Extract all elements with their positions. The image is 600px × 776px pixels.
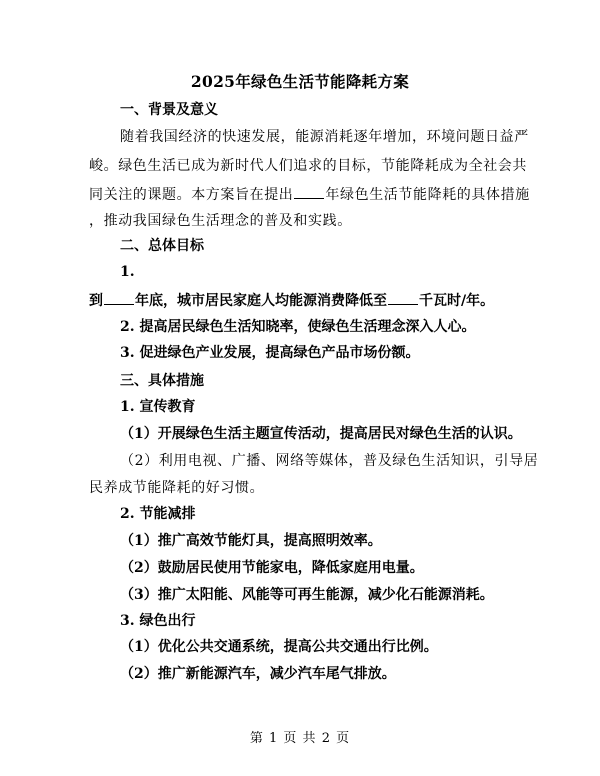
paragraph-text: 年绿色生活节能降耗的具体措施 xyxy=(325,187,530,203)
list-item: 2. 提高居民绿色生活知晓率，使绿色生活理念深入人心。 xyxy=(120,319,476,335)
list-item: 3. 促进绿色产业发展，提高绿色产品市场份额。 xyxy=(120,345,420,361)
list-item xyxy=(89,290,494,311)
paragraph-line: 峻。绿色生活已成为新时代人们追求的目标，节能降耗成为全社会共 xyxy=(89,158,527,174)
paragraph-line: ，推动我国绿色生活理念的普及和实践。 xyxy=(89,213,352,229)
list-item-number: 1. xyxy=(120,264,135,280)
section-heading-goals: 二、总体目标 xyxy=(120,238,204,254)
paragraph-line: 随着我国经济的快速发展，能源消耗逐年增加，环境问题日益严 xyxy=(120,129,529,145)
fill-in-blank xyxy=(104,290,134,305)
section-heading-measures: 三、具体措施 xyxy=(120,373,204,389)
list-item: （1）推广高效节能灯具，提高照明效率。 xyxy=(120,533,382,549)
list-item-text: 到 xyxy=(89,293,103,309)
list-item: （1）开展绿色生活主题宣传活动，提高居民对绿色生活的认识。 xyxy=(120,426,522,442)
subsection-heading: 1. 宣传教育 xyxy=(120,399,196,415)
list-item-text: 年底，城市居民家庭人均能源消费降低至 xyxy=(135,293,387,309)
section-heading-background: 一、背景及意义 xyxy=(120,102,218,118)
list-item: （2）推广新能源汽车，减少汽车尾气排放。 xyxy=(120,666,396,682)
page-footer: 第 1 页 共 2 页 xyxy=(249,731,351,746)
list-item: （3）推广太阳能、风能等可再生能源，减少化石能源消耗。 xyxy=(120,587,494,603)
document-title: 2025年绿色生活节能降耗方案 xyxy=(190,72,410,91)
paragraph-line: 民养成节能降耗的好习惯。 xyxy=(89,480,265,496)
list-item-text: 千瓦时/年。 xyxy=(419,293,495,309)
list-item: （2）鼓励居民使用节能家电，降低家庭用电量。 xyxy=(120,560,424,576)
fill-in-blank xyxy=(294,184,324,199)
list-item: （1）优化公共交通系统，提高公共交通出行比例。 xyxy=(120,639,438,655)
paragraph-line: （2）利用电视、广播、网络等媒体，普及绿色生活知识，引导居 xyxy=(120,453,539,469)
subsection-heading: 2. 节能减排 xyxy=(120,506,196,522)
subsection-heading: 3. 绿色出行 xyxy=(120,613,196,629)
paragraph-line xyxy=(89,184,530,205)
fill-in-blank xyxy=(388,290,418,305)
paragraph-text: 同关注的课题。本方案旨在提出 xyxy=(89,187,294,203)
